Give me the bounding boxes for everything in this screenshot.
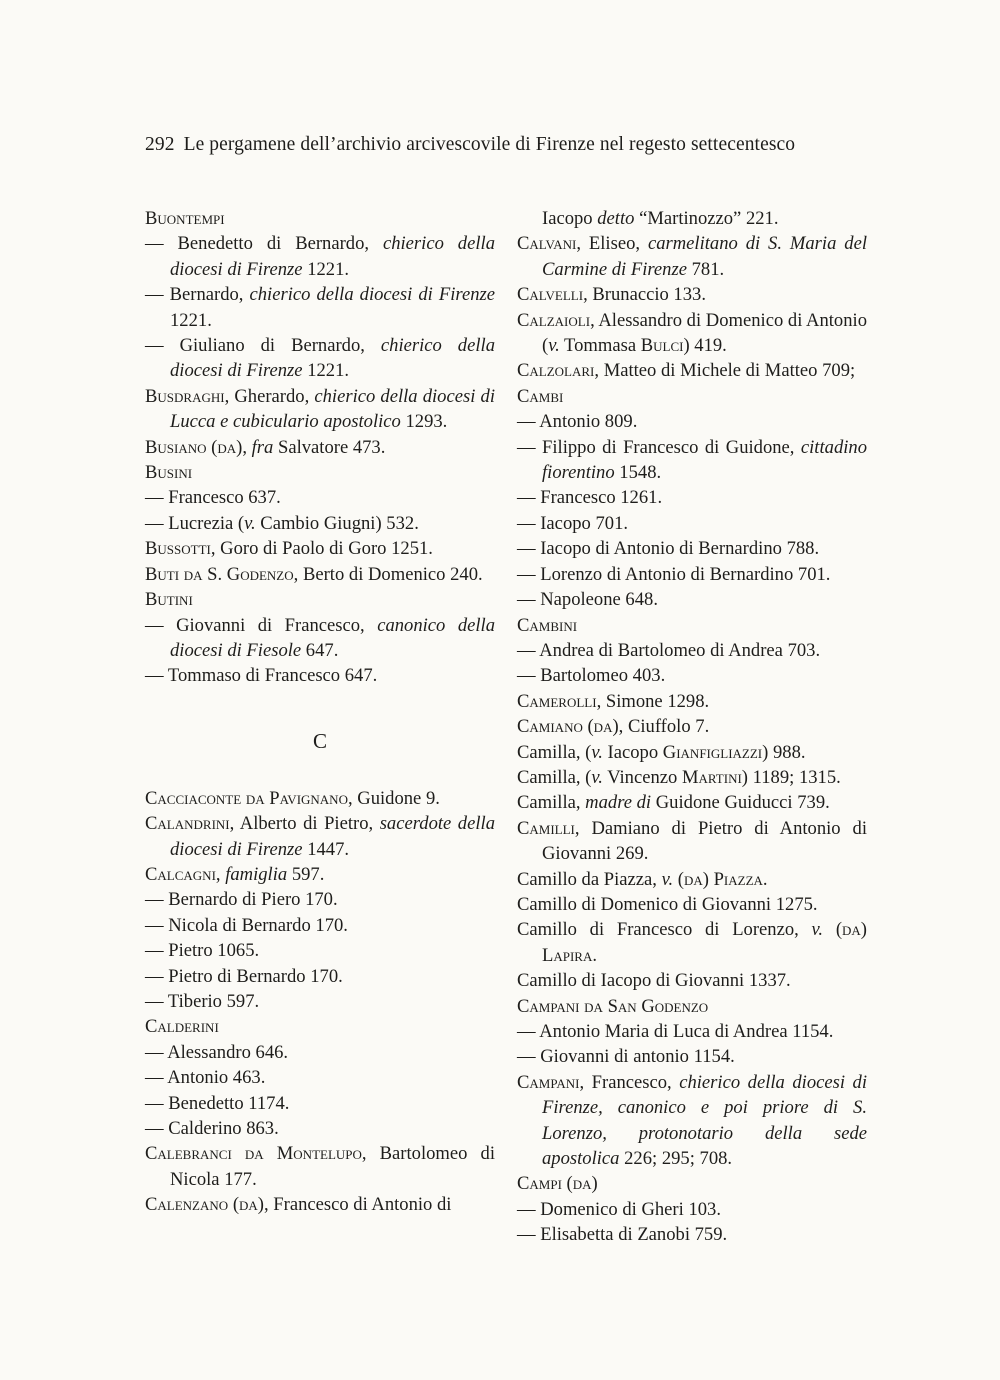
entry-text: v. [244, 512, 256, 534]
index-entry [517, 638, 867, 663]
index-entry [517, 511, 867, 536]
entry-text: Camilla, ( [517, 741, 592, 763]
entry-text: v. [661, 868, 674, 890]
index-entry [517, 536, 867, 561]
entry-text: Calderini [145, 1016, 219, 1038]
entry-text: Butini [145, 589, 193, 611]
entry-text: — Alessandro 646. [145, 1041, 289, 1063]
index-entry [517, 867, 867, 892]
entry-text: , Gherardo, [224, 385, 315, 407]
entry-text: — Napoleone 648. [517, 589, 658, 611]
index-entry [517, 409, 867, 434]
entry-text: — Filippo di Francesco di Guidone, [517, 436, 801, 458]
index-entry [145, 536, 495, 561]
entry-text [823, 919, 836, 940]
entry-text: chierico della diocesi di Firenze [249, 284, 495, 306]
entry-text: 226; 295; 708. [619, 1148, 733, 1170]
entry-text: Bussotti [145, 538, 211, 560]
entry-text: Camillo da Piazza, [517, 868, 662, 890]
index-entry [517, 740, 867, 765]
index-entry [517, 917, 867, 968]
entry-text: 1221. [170, 309, 212, 331]
continued-entry [517, 206, 867, 231]
entry-text: ) 1189; 1315. [741, 766, 841, 788]
entry-text: Buti da S. Godenzo [145, 563, 294, 585]
entry-text: Camilla, ( [517, 766, 592, 788]
index-column-right [517, 206, 867, 1248]
entry-text: canonico della diocesi di Fiesole [170, 614, 495, 661]
entry-text: ) 988. [762, 741, 806, 763]
entry-text: Calandrini [145, 813, 230, 835]
index-entry [145, 862, 495, 887]
entry-text: , [215, 863, 226, 885]
entry-text: Calvani [517, 233, 577, 255]
index-entry [145, 663, 495, 688]
entry-text: . [592, 944, 598, 966]
entry-text: chierico della diocesi di Firenze, canonico e poi priore di S. Lorenzo, protonotario della sede apostolica [542, 1071, 867, 1170]
index-entries-c-continued [517, 231, 867, 1247]
index-entry [145, 460, 495, 485]
index-entry [517, 613, 867, 638]
entry-text: — Benedetto di Bernardo, [145, 233, 383, 255]
entry-text: Calenzano (da) [145, 1194, 264, 1216]
index-entry [517, 1019, 867, 1044]
entry-text: Calzolari [517, 360, 595, 382]
entry-text: — Giovanni di antonio 1154. [517, 1046, 735, 1068]
index-entry [517, 358, 867, 383]
entry-text: Camilla, [517, 792, 586, 814]
index-entry [145, 511, 495, 536]
entry-text: Cacciaconte da Pavignano [145, 787, 348, 809]
entry-text: Busdraghi [145, 385, 225, 407]
entry-text: (da) Lapira [542, 919, 867, 966]
entry-text: Camilli [517, 817, 575, 839]
entry-text: 1221. [302, 360, 350, 382]
entry-text: — Francesco 637. [145, 487, 281, 509]
entry-text: cittadino fiorentino [542, 436, 867, 484]
index-entry [517, 663, 867, 688]
entry-text: , Damiano di Pietro di Antonio di Giovanni 269. [542, 817, 867, 865]
entry-text: — Tiberio 597. [145, 990, 260, 1012]
entry-text: detto [597, 208, 635, 229]
index-entry [145, 282, 495, 333]
entry-text: Camerolli [517, 690, 597, 712]
entry-text: — Giuliano di Bernardo, [145, 335, 381, 357]
entry-text: Camiano (da) [517, 716, 619, 738]
entry-text: Gianfigliazzi [662, 741, 763, 763]
entry-text: Campi (da) [517, 1173, 598, 1195]
entry-text: — Tommaso di Francesco 647. [145, 665, 378, 687]
entry-text: v. [811, 919, 824, 941]
entry-text: 1548. [614, 462, 662, 484]
entry-text: , Matteo di Michele di Matteo 709; [594, 360, 856, 382]
index-entry [517, 1044, 867, 1069]
index-entries-b [145, 206, 495, 689]
entry-text: Campani [517, 1071, 580, 1093]
entry-text: Cambi [517, 385, 564, 407]
index-entry [517, 765, 867, 790]
entry-text: , Francesco, [579, 1071, 680, 1093]
index-entry [145, 938, 495, 963]
entry-text: , Berto di Domenico 240. [293, 563, 483, 585]
entry-text: 1447. [302, 838, 350, 860]
entry-text: , Francesco di Antonio di [263, 1194, 452, 1216]
entry-text: chierico della diocesi di Firenze [170, 233, 495, 280]
index-entry [145, 587, 495, 612]
page-number: 292 [145, 134, 175, 155]
entry-text: Camillo di Iacopo di Giovanni 1337. [517, 970, 791, 992]
entry-text: ) 419. [683, 335, 727, 357]
entry-text: 1293. [400, 411, 448, 433]
index-entry [517, 714, 867, 739]
entry-text: , Alessandro di Domenico di Antonio ( [542, 309, 867, 357]
entry-text: (da) Piazza [677, 868, 763, 890]
entry-text: chierico della diocesi di Lucca e cubiculario apostolico [170, 385, 495, 433]
entry-text: Calebranci da Montelupo [145, 1143, 362, 1165]
index-entries-c [145, 786, 495, 1218]
entry-text: carmelitano di S. Maria del Carmine di Firenze [542, 233, 867, 280]
index-entry [145, 1065, 495, 1090]
entry-text: — Domenico di Gheri 103. [517, 1198, 721, 1220]
index-entry [517, 435, 867, 486]
entry-text: sacerdote della diocesi di Firenze [170, 813, 495, 860]
index-entry [517, 485, 867, 510]
entry-text: Vincenzo [602, 766, 682, 788]
index-entry [145, 1040, 495, 1065]
entry-text: — Antonio Maria di Luca di Andrea 1154. [517, 1021, 834, 1042]
entry-text: — Bernardo, [145, 284, 250, 306]
index-entry [517, 1197, 867, 1222]
index-entry [145, 786, 495, 811]
index-entry [517, 994, 867, 1019]
entry-text: Busini [145, 462, 193, 484]
entry-text: chierico della diocesi di Firenze [170, 335, 495, 382]
index-entry [517, 587, 867, 612]
entry-text: Campani da San Godenzo [517, 995, 709, 1017]
index-entry [145, 913, 495, 938]
index-entry [145, 231, 495, 282]
entry-text: , Simone 1298. [596, 690, 710, 712]
entry-text: — Lucrezia ( [145, 512, 245, 534]
entry-text: Cambio Giugni) 532. [255, 512, 419, 534]
entry-text: v. [548, 335, 560, 357]
entry-text: — Elisabetta di Zanobi 759. [517, 1224, 728, 1246]
index-entry [517, 1070, 867, 1172]
index-entry [517, 231, 867, 282]
entry-text: Calvelli [517, 284, 584, 306]
entry-text: Tommasa [559, 335, 641, 357]
index-column-left [145, 206, 495, 1218]
entry-text: v. [591, 766, 603, 788]
index-entry [145, 562, 495, 587]
index-entry [145, 613, 495, 664]
entry-text: Iacopo [602, 741, 663, 763]
entry-text: 597. [287, 863, 325, 885]
entry-text: fra [251, 436, 274, 458]
entry-text: Cambini [517, 614, 578, 636]
entry-text: — Antonio 463. [145, 1067, 266, 1089]
entry-text: — Benedetto 1174. [145, 1092, 290, 1114]
entry-text: Salvatore 473. [273, 436, 386, 458]
index-entry [517, 892, 867, 917]
index-entry [517, 562, 867, 587]
entry-text: Buontempi [145, 208, 225, 229]
entry-text: Calcagni [145, 863, 216, 885]
entry-text: , Ciuffolo 7. [618, 716, 710, 738]
entry-text: Camillo di Domenico di Giovanni 1275. [517, 893, 818, 915]
index-entry [145, 1014, 495, 1039]
index-entry [145, 485, 495, 510]
entry-text: 647. [301, 639, 339, 661]
entry-text: 1221. [302, 258, 350, 280]
index-entry [517, 384, 867, 409]
index-entry [145, 1192, 495, 1217]
index-entry [145, 1141, 495, 1192]
entry-text: Bulci [640, 335, 684, 357]
entry-text: — Calderino 863. [145, 1118, 279, 1139]
index-entry [145, 333, 495, 384]
entry-text: — Iacopo 701. [517, 512, 629, 534]
index-entry [145, 887, 495, 912]
index-entry [517, 790, 867, 815]
entry-text: 781. [686, 258, 725, 280]
index-entry [517, 282, 867, 307]
entry-text: Camillo di Francesco di Lorenzo, [517, 919, 812, 941]
running-title: Le pergamene dell’archivio arcivescovile di Firenze nel regesto settecentesco [183, 134, 796, 155]
entry-text: , Eliseo, [576, 233, 648, 255]
entry-text: — Pietro 1065. [145, 940, 260, 962]
index-entry [145, 1116, 495, 1141]
entry-text: Calzaioli [517, 309, 591, 331]
index-entry [145, 811, 495, 862]
entry-text: madre di [585, 792, 652, 814]
index-entry [517, 1222, 867, 1247]
running-head [145, 134, 795, 156]
entry-text: , Bartolomeo di Nicola 177. [170, 1143, 495, 1190]
index-entry [517, 816, 867, 867]
index-entry [145, 964, 495, 989]
entry-text: — Bernardo di Piero 170. [145, 889, 338, 911]
entry-text: famiglia [225, 863, 288, 885]
index-entry [517, 1171, 867, 1196]
entry-text: “Martinozzo” 221. [634, 208, 779, 229]
index-entry [145, 989, 495, 1014]
index-entry [517, 968, 867, 993]
index-entry [145, 435, 495, 460]
entry-text: — Pietro di Bernardo 170. [145, 965, 343, 987]
entry-text: , [242, 436, 252, 458]
entry-text: Guidone Guiducci 739. [651, 792, 830, 814]
entry-text: — Francesco 1261. [517, 487, 663, 509]
index-entry [145, 384, 495, 435]
entry-text: — Nicola di Bernardo 170. [145, 914, 348, 936]
index-entry [517, 308, 867, 359]
entry-text: — Andrea di Bartolomeo di Andrea 703. [517, 639, 821, 661]
index-entry [517, 689, 867, 714]
index-entry [145, 206, 495, 231]
entry-text: , Brunaccio 133. [583, 284, 706, 306]
entry-text: — Antonio 809. [517, 411, 638, 433]
entry-text: — Giovanni di Francesco, [145, 614, 378, 636]
entry-text: Martini [681, 766, 742, 788]
entry-text: , Guidone 9. [347, 787, 440, 809]
entry-text: — Lorenzo di Antonio di Bernardino 701. [517, 563, 831, 585]
section-letter: C [312, 728, 327, 753]
entry-text: . [762, 868, 768, 890]
index-entry [145, 1091, 495, 1116]
entry-text: — Bartolomeo 403. [517, 665, 666, 687]
entry-text: Iacopo [542, 208, 598, 229]
entry-text: Busiano (da) [145, 436, 243, 458]
entry-text: v. [591, 741, 603, 763]
entry-text: , Alberto di Pietro, [229, 813, 380, 835]
entry-text: — Iacopo di Antonio di Bernardino 788. [517, 538, 820, 560]
entry-text: , Goro di Paolo di Goro 1251. [210, 538, 433, 560]
